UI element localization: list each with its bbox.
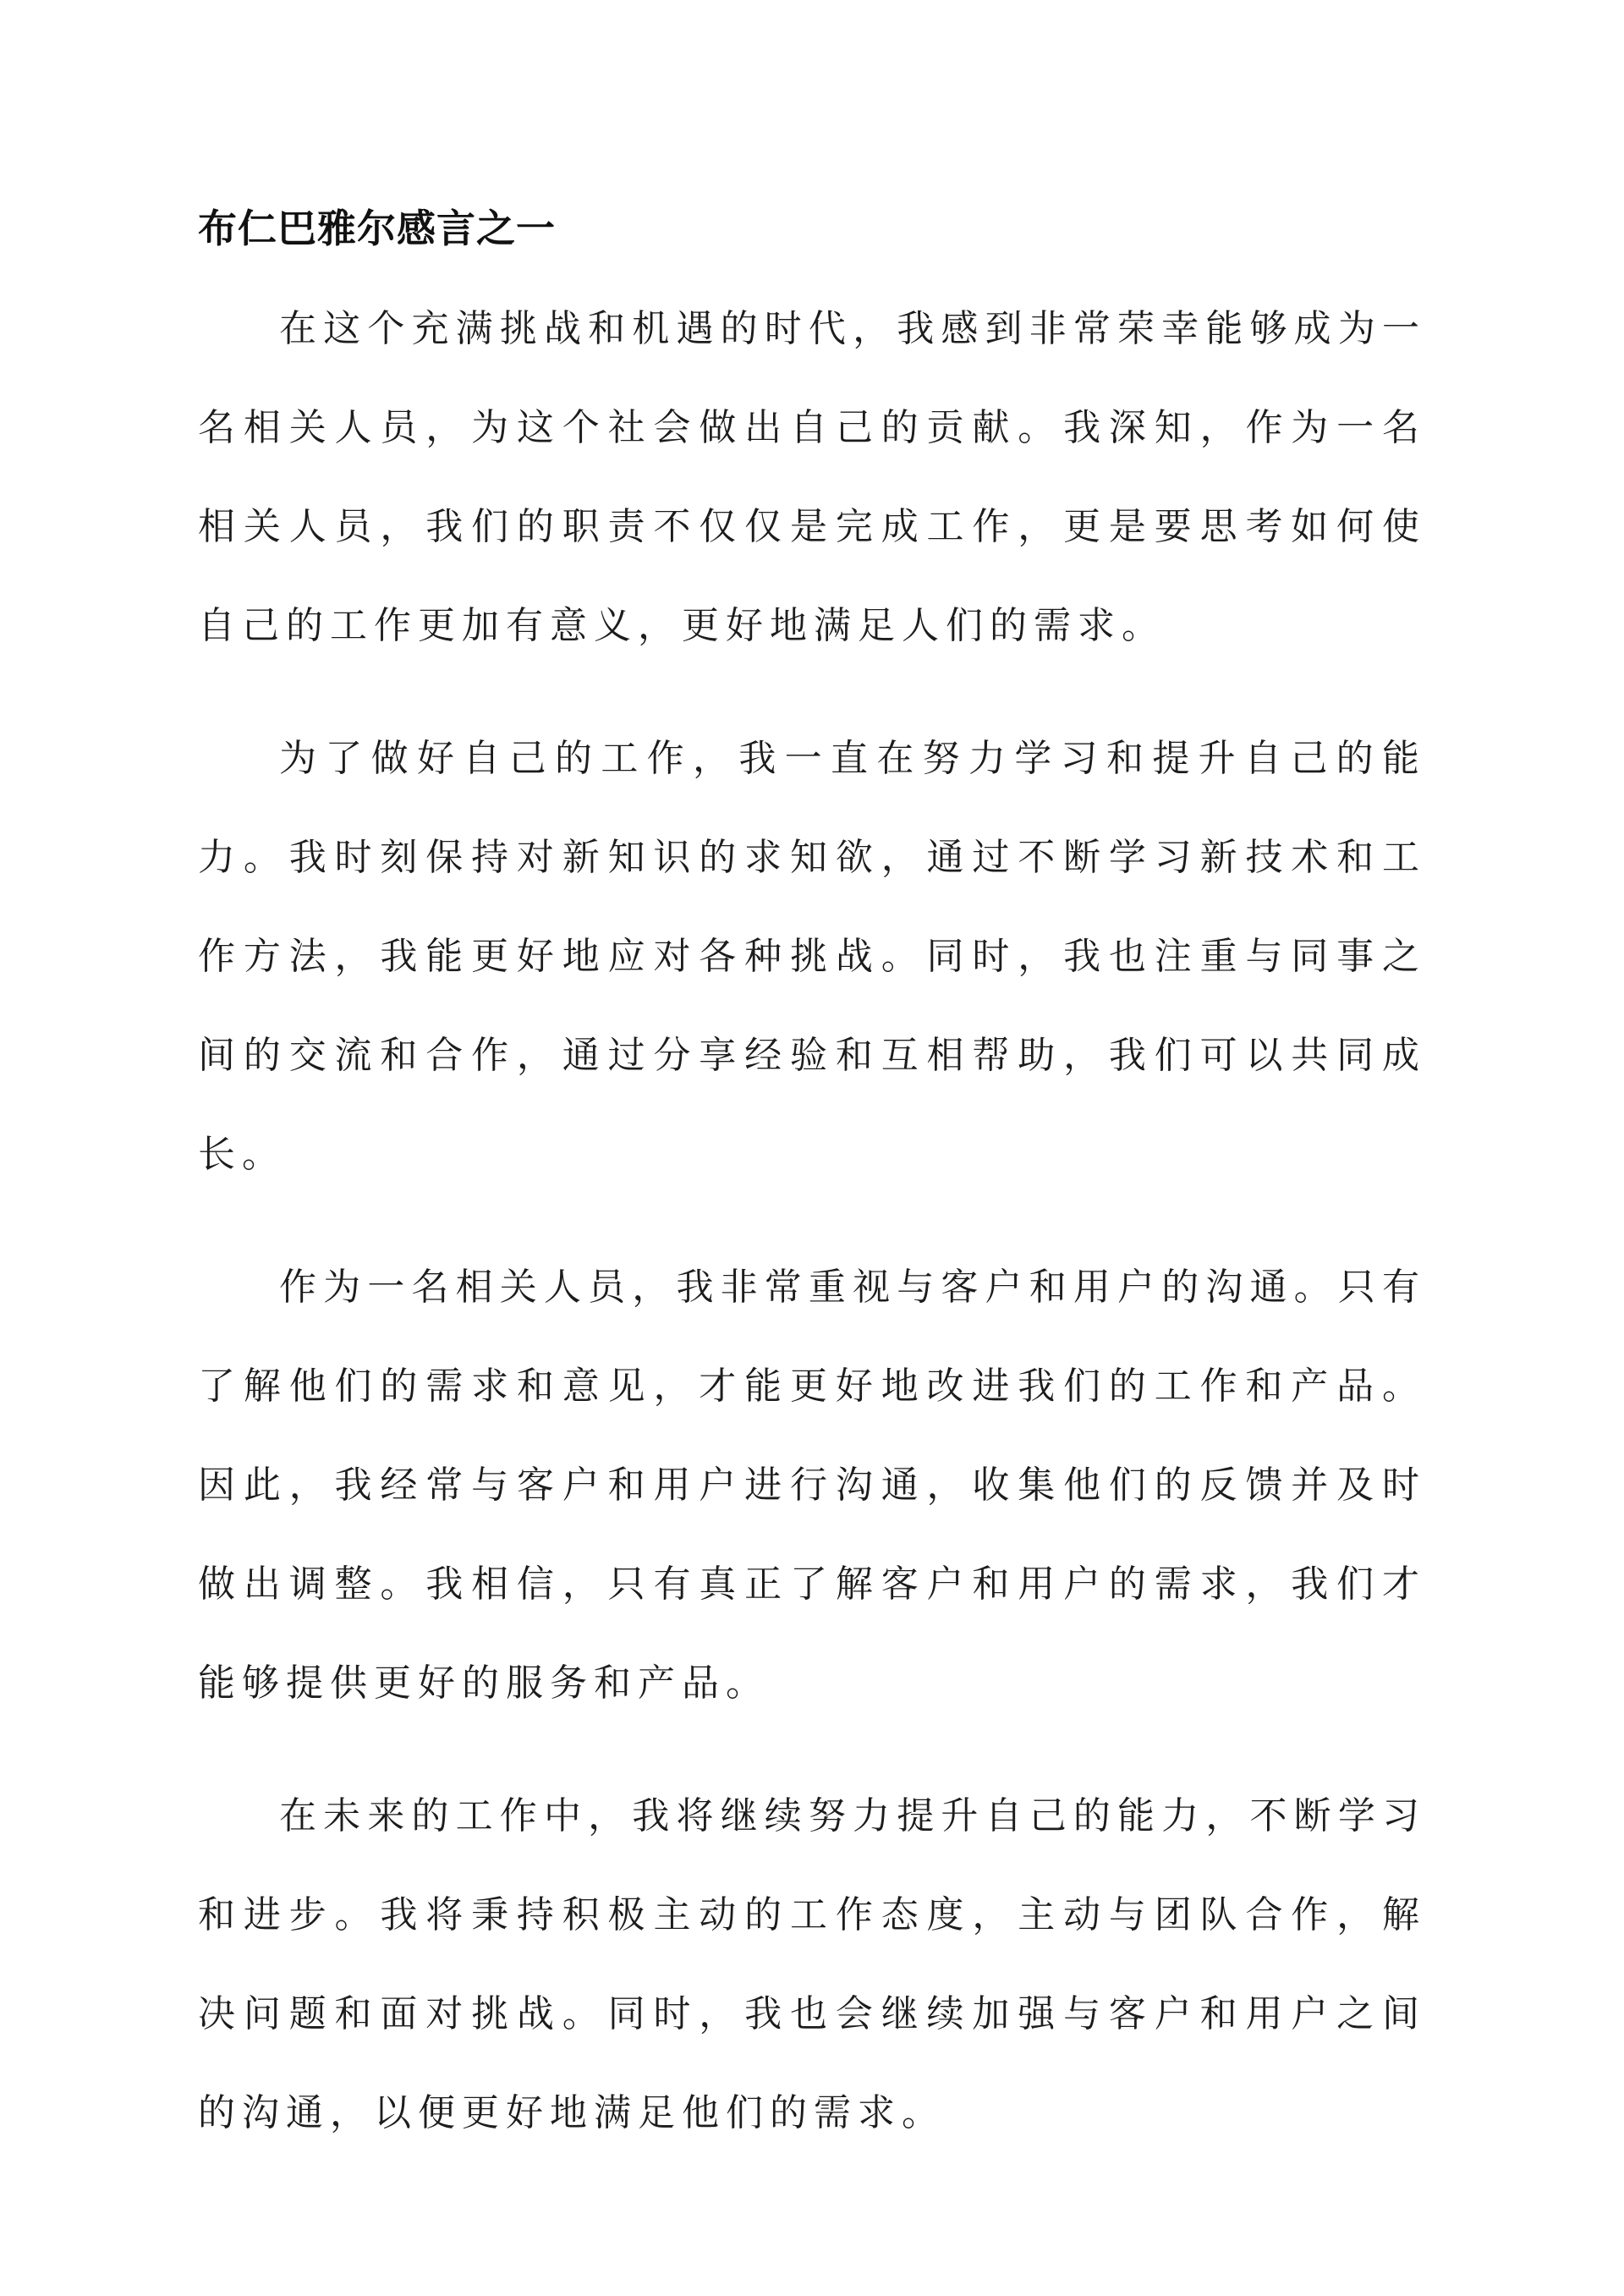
document-body [198, 279, 1426, 2162]
document-title: 布仁巴雅尔感言之一 [198, 206, 556, 251]
paragraph-3: 作为一名相关人员，我非常重视与客户和用户的沟通。只有了解他们的需求和意见，才能更好地改进我们的工作和产品。因此，我经常与客户和用户进行沟通，收集他们的反馈并及时做出调整。我相信，只有真正了解客户和用户的需求，我们才能够提供更好的服务和产品。 [198, 1266, 1426, 1705]
paragraph-4: 在未来的工作中，我将继续努力提升自己的能力，不断学习和进步。我将秉持积极主动的工作态度，主动与团队合作，解决问题和面对挑战。同时，我也会继续加强与客户和用户之间的沟通，以便更好地满足他们的需求。 [198, 1794, 1426, 2134]
document-page [198, 178, 1426, 2162]
paragraph-2: 为了做好自己的工作，我一直在努力学习和提升自己的能力。我时刻保持对新知识的求知欲，通过不断学习新技术和工作方法，我能更好地应对各种挑战。同时，我也注重与同事之间的交流和合作，通过分享经验和互相帮助，我们可以共同成长。 [198, 737, 1426, 1176]
paragraph-1: 在这个充满挑战和机遇的时代，我感到非常荣幸能够成为一名相关人员，为这个社会做出自己的贡献。我深知，作为一名相关人员，我们的职责不仅仅是完成工作，更是要思考如何使自己的工作更加有意义，更好地满足人们的需求。 [198, 307, 1426, 647]
